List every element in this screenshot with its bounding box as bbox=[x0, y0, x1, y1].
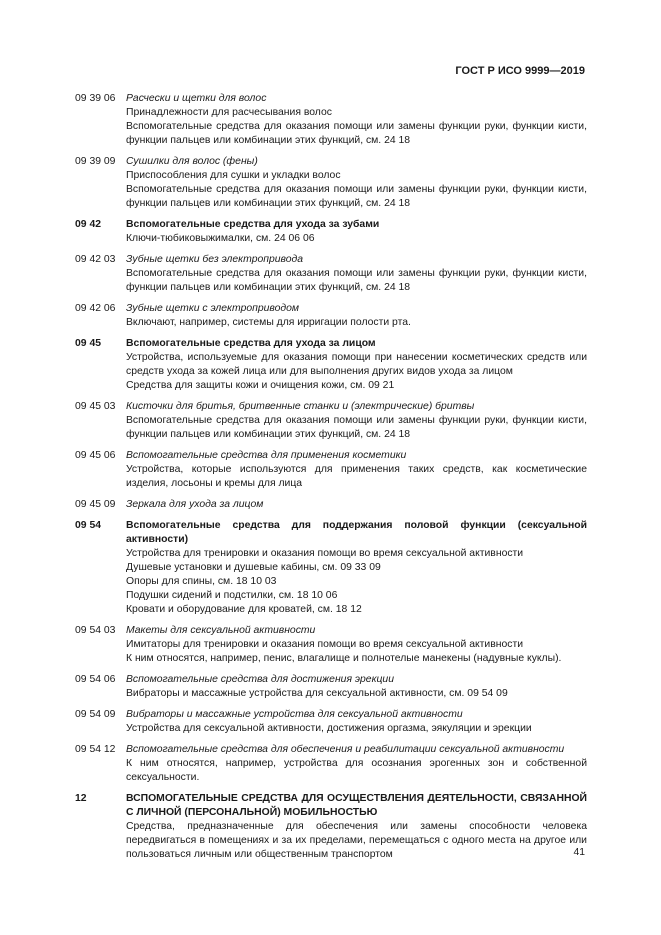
item-code: 09 42 06 bbox=[75, 303, 116, 314]
item-text: Средства для защиты кожи и очищения кожи, см. 09 21 bbox=[126, 380, 395, 391]
list-item bbox=[75, 253, 587, 295]
item-title: ВСПОМОГАТЕЛЬНЫЕ СРЕДСТВА ДЛЯ ОСУЩЕСТВЛЕНИЯ ДЕЯТЕЛЬНОСТИ, СВЯЗАННОЙ С ЛИЧНОЙ (ПЕРСОНАЛЬНОЙ) МОБИЛЬНОСТЬЮ bbox=[126, 793, 587, 818]
item-title: Сушилки для волос (фены) bbox=[126, 156, 258, 167]
item-code: 09 45 bbox=[75, 338, 102, 349]
list-item bbox=[75, 673, 587, 701]
item-text: Устройства для тренировки и оказания помощи во время сексуальной активности bbox=[126, 548, 524, 559]
list-item bbox=[75, 708, 587, 736]
item-text: Устройства, используемые для оказания помощи при нанесении косметических средств или средств ухода за кожей лица или для выполнения других видов ухода за лицом bbox=[126, 352, 587, 377]
item-text: Включают, например, системы для ирригации полости рта. bbox=[126, 317, 411, 328]
item-text: Вспомогательные средства для оказания помощи или замены функции руки, функции кисти, функции пальцев или комбинации этих функций, см. 24 18 bbox=[126, 268, 587, 293]
item-title: Зеркала для ухода за лицом bbox=[126, 499, 264, 510]
item-text: Устройства, которые используются для применения таких средств, как косметические изделия, лосьоны и кремы для лица bbox=[126, 464, 587, 489]
list-item bbox=[75, 302, 587, 330]
item-title: Вспомогательные средства для обеспечения и реабилитации сексуальной активности bbox=[126, 744, 565, 755]
list-item bbox=[75, 792, 587, 862]
item-code: 09 45 09 bbox=[75, 499, 116, 510]
item-code: 09 54 06 bbox=[75, 674, 116, 685]
item-text: Принадлежности для расчесывания волос bbox=[126, 107, 332, 118]
item-text: Вспомогательные средства для оказания помощи или замены функции руки, функции кисти, функции пальцев или комбинации этих функций, см. 24 18 bbox=[126, 415, 587, 440]
item-code: 12 bbox=[75, 793, 87, 804]
item-text: Подушки сидений и подстилки, см. 18 10 06 bbox=[126, 590, 338, 601]
item-body bbox=[126, 743, 587, 785]
item-text: Устройства для сексуальной активности, достижения оргазма, эякуляции и эрекции bbox=[126, 723, 532, 734]
item-code: 09 45 03 bbox=[75, 401, 116, 412]
list-item bbox=[75, 337, 587, 393]
item-body bbox=[126, 624, 587, 666]
item-body bbox=[126, 792, 587, 862]
item-text: Вспомогательные средства для оказания помощи или замены функции руки, функции кисти, функции пальцев или комбинации этих функций, см. 24 18 bbox=[126, 184, 587, 209]
item-code: 09 54 12 bbox=[75, 744, 116, 755]
item-code: 09 54 09 bbox=[75, 709, 116, 720]
item-title: Вспомогательные средства для применения косметики bbox=[126, 450, 407, 461]
item-title: Зубные щетки без электропривода bbox=[126, 254, 304, 265]
item-body bbox=[126, 253, 587, 295]
list-item bbox=[75, 155, 587, 211]
item-text: Душевые установки и душевые кабины, см. 09 33 09 bbox=[126, 562, 381, 573]
item-text: Ключи-тюбиковыжималки, см. 24 06 06 bbox=[126, 233, 315, 244]
item-text: Опоры для спины, см. 18 10 03 bbox=[126, 576, 277, 587]
document-header: ГОСТ Р ИСО 9999—2019 bbox=[455, 65, 585, 77]
item-text: Имитаторы для тренировки и оказания помощи во время сексуальной активности bbox=[126, 639, 524, 650]
item-text: К ним относятся, например, устройства для осознания эрогенных зон и собственной сексуальности. bbox=[126, 758, 587, 783]
item-title: Зубные щетки с электроприводом bbox=[126, 303, 300, 314]
item-title: Расчески и щетки для волос bbox=[126, 93, 267, 104]
item-body bbox=[126, 708, 587, 736]
item-text: Кровати и оборудование для кроватей, см. 18 12 bbox=[126, 604, 362, 615]
item-code: 09 42 03 bbox=[75, 254, 116, 265]
classification-list bbox=[75, 92, 587, 869]
list-item bbox=[75, 743, 587, 785]
item-body bbox=[126, 302, 587, 330]
item-title: Макеты для сексуальной активности bbox=[126, 625, 316, 636]
item-body bbox=[126, 218, 587, 246]
item-body bbox=[126, 92, 587, 148]
page-number: 41 bbox=[573, 847, 585, 858]
item-text: Вибраторы и массажные устройства для сексуальной активности, см. 09 54 09 bbox=[126, 688, 508, 699]
item-code: 09 42 bbox=[75, 219, 102, 230]
item-code: 09 39 09 bbox=[75, 156, 116, 167]
list-item bbox=[75, 449, 587, 491]
list-item bbox=[75, 400, 587, 442]
item-title: Вспомогательные средства для ухода за зубами bbox=[126, 219, 380, 230]
item-text: Приспособления для сушки и укладки волос bbox=[126, 170, 341, 181]
item-text: К ним относятся, например, пенис, влагалище и полнотелые манекены (надувные куклы). bbox=[126, 653, 562, 664]
item-body bbox=[126, 155, 587, 211]
item-body bbox=[126, 400, 587, 442]
list-item bbox=[75, 519, 587, 617]
item-body bbox=[126, 673, 587, 701]
list-item bbox=[75, 624, 587, 666]
item-title: Вспомогательные средства для поддержания половой функции (сексуальной активности) bbox=[126, 520, 587, 545]
item-title: Кисточки для бритья, бритвенные станки и (электрические) бритвы bbox=[126, 401, 475, 412]
item-body bbox=[126, 498, 587, 512]
list-item bbox=[75, 218, 587, 246]
item-body bbox=[126, 337, 587, 393]
item-title: Вспомогательные средства для достижения эрекции bbox=[126, 674, 394, 685]
item-body bbox=[126, 449, 587, 491]
item-code: 09 39 06 bbox=[75, 93, 116, 104]
item-body bbox=[126, 519, 587, 617]
item-text: Вспомогательные средства для оказания помощи или замены функции руки, функции кисти, функции пальцев или комбинации этих функций, см. 24 18 bbox=[126, 121, 587, 146]
item-title: Вспомогательные средства для ухода за лицом bbox=[126, 338, 376, 349]
list-item bbox=[75, 92, 587, 148]
item-text: Средства, предназначенные для обеспечения или замены способности человека передвигаться в помещениях и за их пределами, перемещаться с одного места на другое или пользоваться личным или общественным транспортом bbox=[126, 821, 587, 860]
item-code: 09 54 bbox=[75, 520, 102, 531]
list-item bbox=[75, 498, 587, 512]
item-code: 09 45 06 bbox=[75, 450, 116, 461]
item-title: Вибраторы и массажные устройства для сексуальной активности bbox=[126, 709, 463, 720]
item-code: 09 54 03 bbox=[75, 625, 116, 636]
